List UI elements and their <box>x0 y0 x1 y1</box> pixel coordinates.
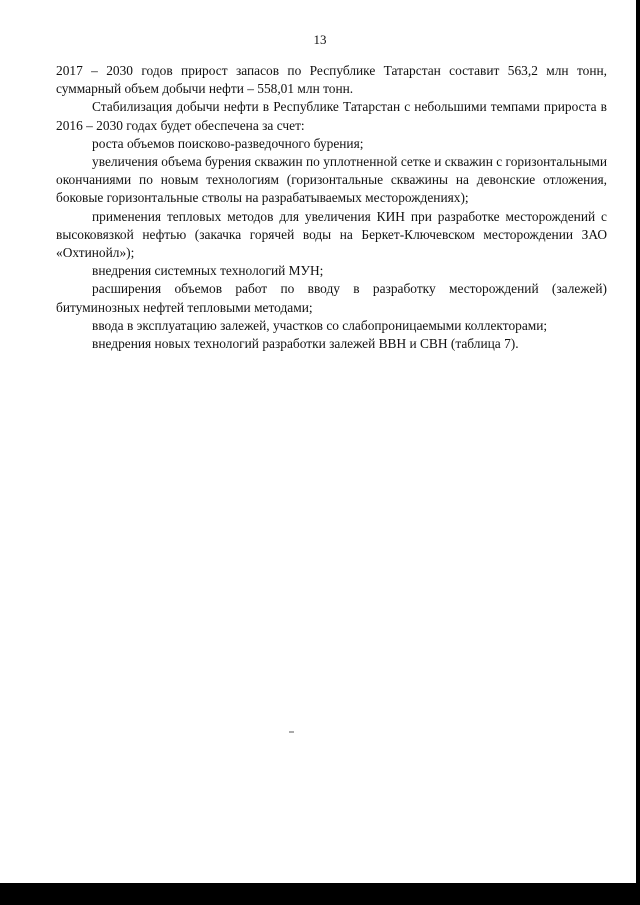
document-body <box>56 62 607 353</box>
paragraph-reserves-growth: 2017 – 2030 годов прирост запасов по Республике Татарстан составит 563,2 млн тонн, суммарный объем добычи нефти – 558,01 млн тонн. <box>56 63 607 97</box>
list-item-dense-grid-drilling: увеличения объема бурения скважин по уплотненной сетке и скважин с горизонтальными окончаниями по новым технологиям (горизонтальные скважины на девонские отложения, боковые горизонтальные стволы на разрабатываемых месторождениях); <box>56 154 607 206</box>
list-item-exploration-drilling: роста объемов поисково-разведочного бурения; <box>92 135 364 151</box>
list-item-eor-technologies: внедрения системных технологий МУН; <box>92 263 324 279</box>
list-item-thermal-methods: применения тепловых методов для увеличения КИН при разработке месторождений с высоковязкой нефтью (закачка горячей воды на Беркет-Ключевском месторождении ЗАО «Охтинойл»); <box>56 208 607 261</box>
page-number: 13 <box>313 32 327 47</box>
list-item-new-technologies: внедрения новых технологий разработки залежей ВВН и СВН (таблица 7). <box>92 336 519 352</box>
scan-edge-bottom <box>0 883 640 905</box>
list-item-bitumen-fields: расширения объемов работ по вводу в разработку месторождений (залежей) битуминозных нефтей тепловыми методами; <box>56 281 607 315</box>
scan-speck <box>289 731 294 733</box>
scan-edge-right <box>636 0 640 905</box>
list-item-low-permeability: ввода в эксплуатацию залежей, участков со слабопроницаемыми коллекторами; <box>92 317 548 333</box>
paragraph-stabilization-intro: Стабилизация добычи нефти в Республике Татарстан с небольшими темпами прироста в 2016 – 2030 годах будет обеспечена за счет: <box>56 99 607 133</box>
